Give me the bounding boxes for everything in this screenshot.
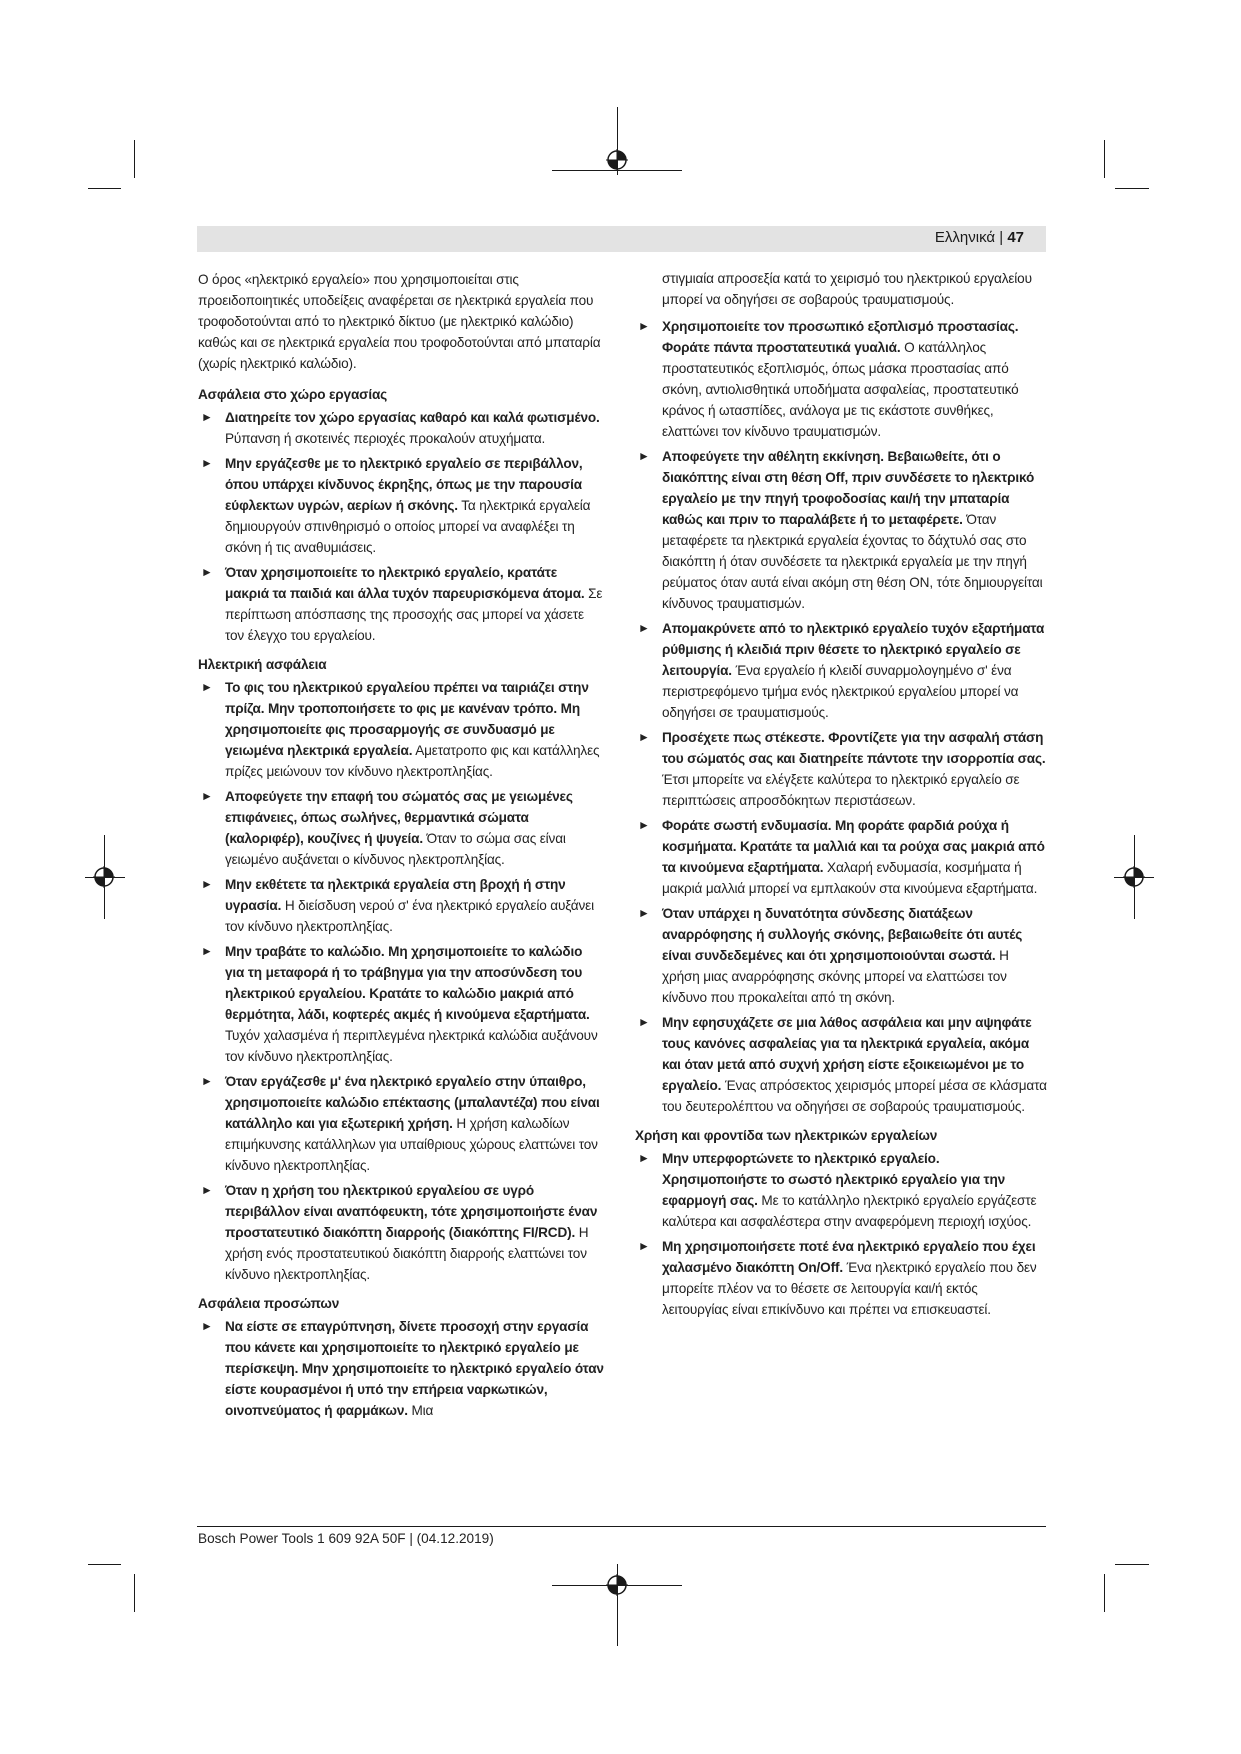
list-item: ► Όταν εργάζεσθε μ' ένα ηλεκτρικό εργαλείο στην ύπαιθρο, χρησιμοποιείτε καλώδιο επέκτασης (μπαλαντέζα) που είναι κατάλληλο και για εξωτερική χρήση. Η χρήση καλωδίων επιμήκυνσης κατάλληλων για υπαίθριους χώρους ελαττώνει τον κίνδυνο ηλεκτροπληξίας. xyxy=(198,1071,604,1176)
bullet-arrow-icon: ► xyxy=(638,449,650,463)
crop-mark xyxy=(88,188,121,189)
bullet-arrow-icon: ► xyxy=(201,789,213,803)
crop-mark xyxy=(88,1564,121,1565)
section-title-care: Χρήση και φροντίδα των ηλεκτρικών εργαλείων xyxy=(635,1128,938,1143)
registration-target-icon xyxy=(93,866,115,888)
crop-mark xyxy=(1115,188,1149,189)
list-item: ► Όταν υπάρχει η δυνατότητα σύνδεσης διατάξεων αναρρόφησης ή συλλογής σκόνης, βεβαιωθείτε ότι αυτές είναι συνδεδεμένες και ότι χρησιμοποιούνται σωστά. Η χρήση μιας αναρρόφησης σκόνης μπορεί να ελαττώσει τον κίνδυνο που προκαλείται από τη σκόνη. xyxy=(635,903,1047,1008)
left-column xyxy=(198,269,604,1425)
crop-mark xyxy=(134,1574,135,1612)
bullet-arrow-icon: ► xyxy=(201,680,213,694)
list-item: ► Μην υπερφορτώνετε το ηλεκτρικό εργαλείο. Χρησιμοποιήστε το σωστό ηλεκτρικό εργαλείο για την εφαρμογή σας. Με το κατάλληλο ηλεκτρικό εργαλείο εργάζεστε καλύτερα και ασφαλέστερα στην αναφερόμενη περιοχή ισχύος. xyxy=(635,1148,1047,1232)
continued-paragraph: στιγμιαία απροσεξία κατά το χειρισμό του ηλεκτρικού εργαλείου μπορεί να οδηγήσει σε σοβαρούς τραυματισμούς. xyxy=(662,271,1032,307)
bullet-arrow-icon: ► xyxy=(638,621,650,635)
bullet-arrow-icon: ► xyxy=(201,456,213,470)
registration-target-icon xyxy=(1123,866,1145,888)
list-item: ► Διατηρείτε τον χώρο εργασίας καθαρό και καλά φωτισμένο. Ρύπανση ή σκοτεινές περιοχές προκαλούν ατυχήματα. xyxy=(198,407,604,449)
bullet-arrow-icon: ► xyxy=(638,1015,650,1029)
list-item: ► Προσέχετε πως στέκεστε. Φροντίζετε για την ασφαλή στάση του σώματός σας και διατηρείτε πάντοτε την ισορροπία σας. Έτσι μπορείτε να ελέγξετε καλύτερα το ηλεκτρικό εργαλείο σε περιπτώσεις απροσδόκητων περιστάσεων. xyxy=(635,727,1047,811)
bullet-arrow-icon: ► xyxy=(201,1074,213,1088)
list-item: ► Μην τραβάτε το καλώδιο. Μη χρησιμοποιείτε το καλώδιο για τη μεταφορά ή το τράβηγμα για την αποσύνδεση του ηλεκτρικού εργαλείου. Κρατάτε το καλώδιο μακριά από θερμότητα, λάδι, κοφτερές ακμές ή κινούμενα εξαρτήματα. Τυχόν χαλασμένα ή περιπλεγμένα ηλεκτρικά καλώδια αυξάνουν τον κίνδυνο ηλεκτροπληξίας. xyxy=(198,941,604,1067)
list-item: ► Αποφεύγετε την επαφή του σώματός σας με γειωμένες επιφάνειες, όπως σωλήνες, θερμαντικά σώματα (καλοριφέρ), κουζίνες ή ψυγεία. Όταν το σώμα σας είναι γειωμένο αυξάνεται ο κίνδυνος ηλεκτροπληξίας. xyxy=(198,786,604,870)
registration-target-icon xyxy=(606,149,628,171)
section-title-personal: Ασφάλεια προσώπων xyxy=(198,1296,340,1311)
list-item: ► Το φις του ηλεκτρικού εργαλείου πρέπει να ταιριάζει στην πρίζα. Μην τροποποιήσετε το φις με κανέναν τρόπο. Μη χρησιμοποιείτε φις προσαρμογής σε συνδυασμό με γειωμένα ηλεκτρικά εργαλεία. Αμετατροπο φις και κατάλληλες πρίζες μειώνουν τον κίνδυνο ηλεκτροπληξίας. xyxy=(198,677,604,782)
list-item: ► Να είστε σε επαγρύπνηση, δίνετε προσοχή στην εργασία που κάνετε και χρησιμοποιείτε το ηλεκτρικό εργαλείο με περίσκεψη. Μην χρησιμοποιείτε το ηλεκτρικό εργαλείο όταν είστε κουρασμένοι ή υπό την επήρεια ναρκωτικών, οινοπνεύματος ή φαρμάκων. Μια xyxy=(198,1316,604,1421)
bullet-arrow-icon: ► xyxy=(638,730,650,744)
bullet-arrow-icon: ► xyxy=(201,877,213,891)
bullet-arrow-icon: ► xyxy=(201,565,213,579)
page-number: 47 xyxy=(1007,229,1024,246)
list-item: ► Μη χρησιμοποιήσετε ποτέ ένα ηλεκτρικό εργαλείο που έχει χαλασμένο διακόπτη On/Off. Ένα ηλεκτρικό εργαλείο που δεν μπορείτε πλέον να το θέσετε σε λειτουργία και/ή εκτός λειτουργίας είναι επικίνδυνο και πρέπει να επισκευαστεί. xyxy=(635,1236,1047,1320)
page-header xyxy=(197,226,1046,252)
crop-mark xyxy=(134,140,135,178)
list-item: ► Όταν η χρήση του ηλεκτρικού εργαλείου σε υγρό περιβάλλον είναι αναπόφευκτη, τότε χρησιμοποιήστε έναν προστατευτικό διακόπτη διαρροής (διακόπτης FI/RCD). Η χρήση ενός προστατευτικού διακόπτη διαρροής ελαττώνει τον κίνδυνο ηλεκτροπληξίας. xyxy=(198,1180,604,1285)
crop-mark xyxy=(1104,1574,1105,1612)
list-item: ► Μην εργάζεσθε με το ηλεκτρικό εργαλείο σε περιβάλλον, όπου υπάρχει κίνδυνος έκρηξης, όπως με την παρουσία εύφλεκτων υγρών, αερίων ή σκόνης. Τα ηλεκτρικά εργαλεία δημιουργούν σπινθηρισμό ο οποίος μπορεί να αναφλέξει τη σκόνη ή τις αναθυμιάσεις. xyxy=(198,453,604,558)
bullet-arrow-icon: ► xyxy=(201,1319,213,1333)
right-column xyxy=(635,268,1047,1324)
header-language: Ελληνικά xyxy=(934,229,996,246)
header-separator: | xyxy=(999,229,1004,246)
bullet-arrow-icon: ► xyxy=(638,1239,650,1253)
section-title-electrical: Ηλεκτρική ασφάλεια xyxy=(198,657,327,672)
bullet-arrow-icon: ► xyxy=(201,1183,213,1197)
footer-text: Bosch Power Tools 1 609 92A 50F | (04.12.2019) xyxy=(198,1531,494,1546)
bullet-arrow-icon: ► xyxy=(638,1151,650,1165)
footer-rule xyxy=(197,1526,1046,1527)
list-item: ► Μην εφησυχάζετε σε μια λάθος ασφάλεια και μην αψηφάτε τους κανόνες ασφαλείας για τα ηλεκτρικά εργαλεία, ακόμα και όταν μετά από συχνή χρήση είστε εξοικειωμένοι με το εργαλείο. Ένας απρόσεκτος χειρισμός μπορεί μέσα σε κλάσματα του δευτερολέπτου να οδηγήσει σε σοβαρούς τραυματισμούς. xyxy=(635,1012,1047,1117)
crop-mark xyxy=(1104,140,1105,178)
registration-target-icon xyxy=(606,1574,628,1596)
list-item: ► Μην εκθέτετε τα ηλεκτρικά εργαλεία στη βροχή ή στην υγρασία. Η διείσδυση νερού σ' ένα ηλεκτρικό εργαλείο αυξάνει τον κίνδυνο ηλεκτροπληξίας. xyxy=(198,874,604,937)
bullet-arrow-icon: ► xyxy=(201,944,213,958)
section-title-work-area: Ασφάλεια στο χώρο εργασίας xyxy=(198,387,388,402)
intro-paragraph: Ο όρος «ηλεκτρικό εργαλείο» που χρησιμοποιείται στις προειδοποιητικές υποδείξεις αναφέρεται σε ηλεκτρικά εργαλεία που τροφοδοτούνται από το ηλεκτρικό δίκτυο (με ηλεκτρικό καλώδιο) καθώς και σε ηλεκτρικά εργαλεία που τροφοδοτούνται από μπαταρία (χωρίς ηλεκτρικό καλώδιο). xyxy=(198,272,601,371)
list-item: ► Αποφεύγετε την αθέλητη εκκίνηση. Βεβαιωθείτε, ότι ο διακόπτης είναι στη θέση Off, πριν συνδέσετε το ηλεκτρικό εργαλείο με την πηγή τροφοδοσίας και/ή την μπαταρία καθώς και πριν το παραλάβετε ή το μεταφέρετε. Όταν μεταφέρετε τα ηλεκτρικά εργαλεία έχοντας το δάχτυλό σας στο διακόπτη ή όταν συνδέσετε τα ηλεκτρικά εργαλεία με την πηγή ρεύματος όταν αυτά είναι ακόμη στη θέση ON, τότε δημιουργείται κίνδυνος τραυματισμών. xyxy=(635,446,1047,614)
bullet-arrow-icon: ► xyxy=(201,410,213,424)
bullet-arrow-icon: ► xyxy=(638,818,650,832)
header-label xyxy=(935,229,1024,246)
list-item: ► Απομακρύνετε από το ηλεκτρικό εργαλείο τυχόν εξαρτήματα ρύθμισης ή κλειδιά πριν θέσετε το ηλεκτρικό εργαλείο σε λειτουργία. Ένα εργαλείο ή κλειδί συναρμολογημένο σ' ένα περιστρεφόμενο τμήμα ενός ηλεκτρικού εργαλείου μπορεί να οδηγήσει σε τραυματισμούς. xyxy=(635,618,1047,723)
list-item: ► Φοράτε σωστή ενδυμασία. Μη φοράτε φαρδιά ρούχα ή κοσμήματα. Κρατάτε τα μαλλιά και τα ρούχα σας μακριά από τα κινούμενα εξαρτήματα. Χαλαρή ενδυμασία, κοσμήματα ή μακριά μαλλιά μπορεί να εμπλακούν στα κινούμενα εξαρτήματα. xyxy=(635,815,1047,899)
list-item: ► Χρησιμοποιείτε τον προσωπικό εξοπλισμό προστασίας. Φοράτε πάντα προστατευτικά γυαλιά. Ο κατάλληλος προστατευτικός εξοπλισμός, όπως μάσκα προστασίας από σκόνη, αντιολισθητικά υποδήματα ασφαλείας, προστατευτικό κράνος ή ωτασπίδες, ανάλογα με τις εκάστοτε συνθήκες, ελαττώνει τον κίνδυνο τραυματισμών. xyxy=(635,316,1047,442)
bullet-arrow-icon: ► xyxy=(638,319,650,333)
crop-mark xyxy=(1115,1564,1149,1565)
list-item: ► Όταν χρησιμοποιείτε το ηλεκτρικό εργαλείο, κρατάτε μακριά τα παιδιά και άλλα τυχόν παρευρισκόμενα άτομα. Σε περίπτωση απόσπασης της προσοχής σας μπορεί να χάσετε τον έλεγχο του εργαλείου. xyxy=(198,562,604,646)
bullet-arrow-icon: ► xyxy=(638,906,650,920)
